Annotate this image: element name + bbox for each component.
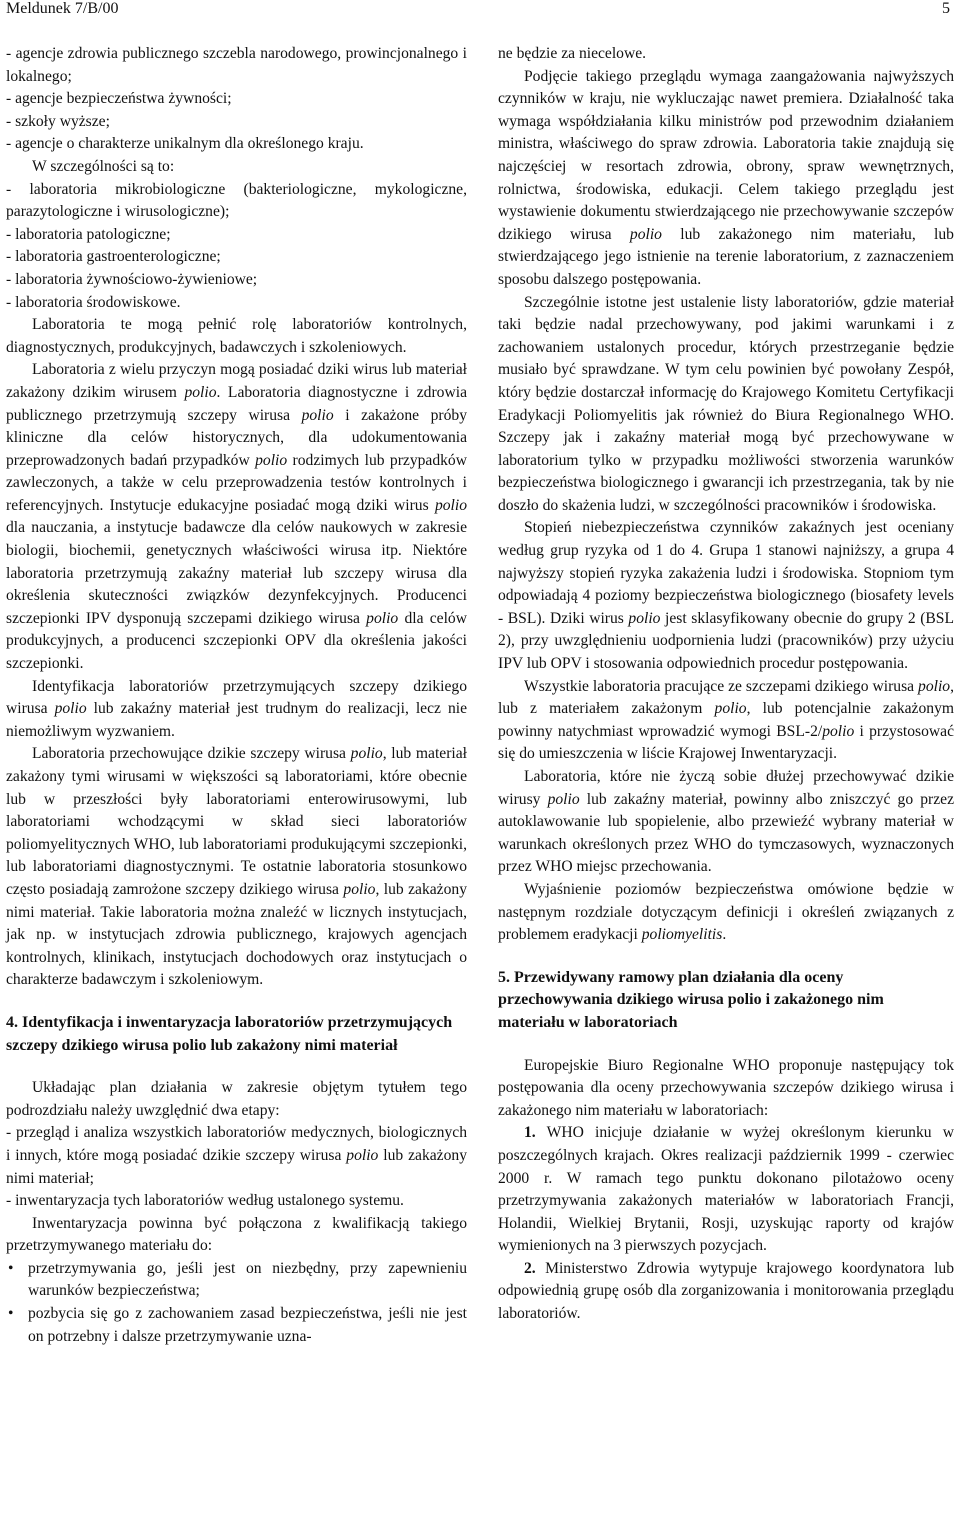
italic-term: polio — [346, 1146, 379, 1164]
bullet-item: • przetrzymywania go, jeśli jest on niezbędny, przy zapewnieniu warunków bezpieczeństwa; — [6, 1258, 467, 1303]
spacer — [6, 992, 467, 1012]
list-item: - laboratoria patologiczne; — [6, 225, 171, 243]
list-item: - inwentaryzacja tych laboratoriów według ustalonego systemu. — [6, 1192, 404, 1210]
section-heading-4: 4. Identyfikacja i inwentaryzacja laboratoriów przetrzymujących szczepy dzikiego wirusa polio lub zakażony nimi materiał — [6, 1013, 453, 1054]
text: WHO inicjuje działanie w wyżej określonym kierunku w poszczególnych krajach. Okres realizacji październik 1999 - czerwiec 2000 r. W ramach tego punktu dokonano pilotażowo oceny przetrzymywania zakażonych materiałów w laboratoriach Francji, Holandii, Wielkiej Brytanii, Rosji, uzyskując raporty od krajów wymienionych na 3 pierwszych pozycjach. — [498, 1124, 954, 1255]
text: rodzimych lub przypadków zawleczonych, a także w celu przeprowadzenia testów kontrolnych i referencyjnych. Instytucje edukacyjne posiadać mogą dziki wirus — [6, 451, 467, 514]
text: Laboratoria przechowujące dzikie szczepy wirusa — [32, 745, 351, 763]
text: i przystosować się do umieszczenia w liście Krajowej Inwentaryzacji. — [498, 722, 954, 763]
paragraph: Europejskie Biuro Regionalne WHO proponuje następujący tok postępowania dla oceny przechowywania szczepów dzikiego wirusa i zakażonego nim materiału w laboratoriach: — [498, 1056, 954, 1119]
list-item: - szkoły wyższe; — [6, 112, 110, 130]
text: lub zakaźny materiał, powinny albo zniszczyć go przez autoklawowanie lub spopielenie, albo przewieźć wybrany materiał w warunkach określonych przez WHO do tymczasowych, wyznaczonych przez WHO miejsc przechowania. — [498, 790, 954, 876]
section-heading-5: 5. Przewidywany ramowy plan działania dla oceny przechowywania dzikiego wirusa polio i zakażonego nim materiału w laboratoriach — [498, 968, 884, 1031]
page-number: 5 — [942, 0, 950, 17]
text: Wyjaśnienie poziomów bezpieczeństwa omówione będzie w następnym rozdziale dotyczącym definicji i określeń związanych z problemem eradykacji — [498, 880, 954, 944]
text: - przegląd i analiza wszystkich laboratoriów medycznych, biologicznych i innych, które mogą posiadać dzikie szczepy wirusa — [6, 1124, 467, 1164]
left-column — [6, 43, 467, 1348]
text: Stopień niebezpieczeństwa czynników zakaźnych jest oceniany według grup ryzyka od 1 do 4. Grupa 1 stanowi najniższy, a grupa 4 najwyższy stopień ryzyka zakażenia ludzi i środowiska. Stopniom tym odpowiadają 4 poziomy bezpieczeństwa biologicznego (biosafety levels - BSL). Dziki wirus — [498, 519, 954, 627]
list-item: - agencje bezpieczeństwa żywności; — [6, 90, 232, 108]
bullet-item: • pozbycia się go z zachowaniem zasad bezpieczeństwa, jeśli nie jest on potrzebny i dalsze przetrzymywanie uzna- — [6, 1303, 467, 1348]
paragraph: Szczególnie istotne jest ustalenie listy laboratoriów, gdzie materiał taki będzie nadal przechowywany, pod jakimi warunkami i z zachowaniem ustalonych procedur, których przestrzeganie będzie musiało być sprawdzane. W tym celu powinien być powołany Zespół, który będzie dostarczał informację do Krajowego Komitetu Certyfikacji Eradykacji Poliomyelitis jak również do Biura Regionalnego WHO. Szczepy jak i zakaźny materiał mogą być przechowywane w laboratorium tylko w przypadku możliwości stworzenia warunków bezpieczeństwa biologicznego i gwarancji ich przestrzegania, tak by nie doszło do skażenia ludzi, w szczególności pracowników i środowiska. — [498, 293, 954, 514]
text: , lub z materiałem zakażonym — [498, 677, 954, 718]
list-item — [6, 1122, 467, 1190]
list-item: - agencje o charakterze unikalnym dla określonego kraju. — [6, 135, 364, 153]
text: . — [722, 926, 727, 944]
paragraph: Laboratoria te mogą pełnić rolę laboratoriów kontrolnych, diagnostycznych, produkcyjnych, badawczych i szkoleniowych. — [6, 316, 467, 356]
italic-term: polio — [629, 225, 662, 243]
paragraph — [6, 359, 467, 675]
paragraph — [498, 879, 954, 947]
text: Laboratoria z wielu przyczyn mogą posiadać dziki wirus lub materiał zakażony dzikim wirusem — [6, 361, 467, 401]
list-item: - laboratoria żywnościowo-żywieniowe; — [6, 270, 258, 288]
text: Wszystkie laboratoria pracujące ze szczepami dzikiego wirusa — [524, 677, 919, 695]
right-column — [498, 43, 954, 1326]
spacer — [6, 1057, 467, 1077]
list-item: - agencje zdrowia publicznego szczebla narodowego, prowincjonalnego i lokalnego; — [6, 45, 467, 85]
italic-term: polio — [434, 496, 467, 514]
italic-term: polio — [350, 745, 383, 763]
paragraph — [498, 66, 954, 292]
paragraph — [498, 676, 954, 766]
text: , lub potencjalnie zakażonym powinny natychmiast wprowadzić wymogi BSL-2/ — [498, 700, 954, 740]
text: i zakażone próby kliniczne dla celów historycznych, dla udokumentowania przeprowadzonych badań przypadków — [6, 406, 467, 469]
spacer — [498, 1035, 954, 1055]
paragraph — [6, 743, 467, 992]
italic-term: polio — [714, 700, 747, 718]
text: Podjęcie takiego przeglądu wymaga zaangażowania najwyższych czynników w kraju, nie wykluczając nawet premiera. Działalność taka wymaga współdziałania kilku ministrów pod przewodnim działaniem ministra, właściwego do spraw zdrowia. Laboratoria takie znajdują się najczęściej w resortach zdrowia, obrony, spraw wewnętrznych, rolnictwa, środowiska, edukacji. Celem takiego przeglądu jest wystawienie dokumentu stwierdzającego nie przechowywanie szczepów dzikiego wirusa — [498, 67, 954, 243]
page-header — [6, 0, 954, 22]
item-number: 1. — [524, 1124, 536, 1142]
paragraph: Inwentaryzacja powinna być połączona z kwalifikacją takiego przetrzymywanego materiału do: — [6, 1214, 467, 1255]
text: lub zakażony nimi materiał; — [6, 1146, 467, 1187]
text: lub zakażonego nim materiału, lub stwierdzającego jego istnienie na terenie laboratorium, z zaznaczeniem sposobu dalszego postępowania. — [498, 225, 954, 288]
italic-term: polio — [628, 609, 661, 627]
text: , lub zakażony nimi materiał. Takie laboratoria można znaleźć w licznych instytucjach, jak np. w instytucjach zdrowia publicznego, krajowych agencjach kontrolnych, klinikach, instytucjach dochodowych oraz instytucjach o charakterze badawczym i szkoleniowym. — [6, 880, 467, 989]
list-item: - laboratoria mikrobiologiczne (bakteriologiczne, mykologiczne, parazytologiczne i wirusologiczne); — [6, 180, 467, 221]
paragraph — [6, 676, 467, 744]
paragraph — [498, 766, 954, 879]
text: Identyfikacja laboratoriów przetrzymujących szczepy dzikiego wirusa — [6, 677, 467, 718]
list-item: - laboratoria gastroenterologiczne; — [6, 248, 221, 266]
text: , lub materiał zakażony tymi wirusami w większości są laboratoriami, które obecnie lub w przeszłości były laboratoriami enterowirusowymi, lub laboratoriami wchodzącymi w skład sieci laboratoriów poliomyelitycznych WHO, lub laboratoriami produkującymi szczepionki, lub laboratoriami diagnostycznymi. Te ostatnie laboratoria stosunkowo często posiadają zamrożone szczepy dzikiego wirusa — [6, 745, 467, 898]
text: lub zakaźny materiał jest trudnym do realizacji, lecz nie niemożliwym wyzwaniem. — [6, 700, 467, 740]
list-item: - laboratoria środowiskowe. — [6, 293, 181, 311]
paragraph-continuation: ne będzie za niecelowe. — [498, 45, 647, 62]
italic-term: polio — [255, 451, 288, 469]
italic-term: polio — [301, 406, 334, 424]
numbered-paragraph — [498, 1122, 954, 1258]
italic-term: polio — [343, 880, 376, 898]
italic-term: poliomyelitis — [641, 926, 723, 944]
text: . Laboratoria diagnostyczne i zdrowia publicznego przetrzymują szczepy wirusa — [6, 383, 467, 424]
paragraph — [498, 517, 954, 675]
paragraph-intro: W szczególności są to: — [32, 157, 175, 175]
text: jest sklasyfikowany obecnie do grupy 2 (BSL 2), przy uwzględnieniu uodpornienia ludzi (pracowników) przy użyciu IPV lub OPV i stosowania odpowiednich procedur postępowania. — [498, 609, 954, 673]
paragraph: Układając plan działania w zakresie objętym tytułem tego podrozdziału należy uwzględnić dwa etapy: — [6, 1079, 467, 1119]
spacer — [498, 947, 954, 967]
numbered-paragraph — [498, 1258, 954, 1326]
italic-term: polio — [918, 677, 951, 695]
publication-title: Meldunek 7/B/00 — [6, 0, 119, 17]
text: Laboratoria, które nie życzą sobie dłużej przechowywać dzikie wirusy — [498, 768, 954, 808]
italic-term: polio — [547, 790, 580, 808]
italic-term: polio — [54, 700, 87, 718]
italic-term: polio — [184, 383, 217, 401]
text: dla nauczania, a instytucje badawcze dla celów naukowych w zakresie biologii, biochemii, genetycznych właściwości wirusa itp. Niektóre laboratoria przetrzymują zakaźny materiał lub szczepy wirusa dla określenia skuteczności związków dezynfekcyjnych. Producenci szczepionki IPV dysponują szczepami dzikiego wirusa — [6, 519, 467, 627]
text: Ministerstwo Zdrowia wytypuje krajowego koordynatora lub odpowiednią grupę osób dla zorganizowania i monitorowania przeglądu laboratoriów. — [498, 1259, 954, 1323]
text: dla celów produkcyjnych, a producenci szczepionki OPV dla określenia jakości szczepionki. — [6, 609, 467, 673]
item-number: 2. — [524, 1259, 536, 1277]
italic-term: polio — [366, 609, 399, 627]
italic-term: polio — [822, 722, 855, 740]
